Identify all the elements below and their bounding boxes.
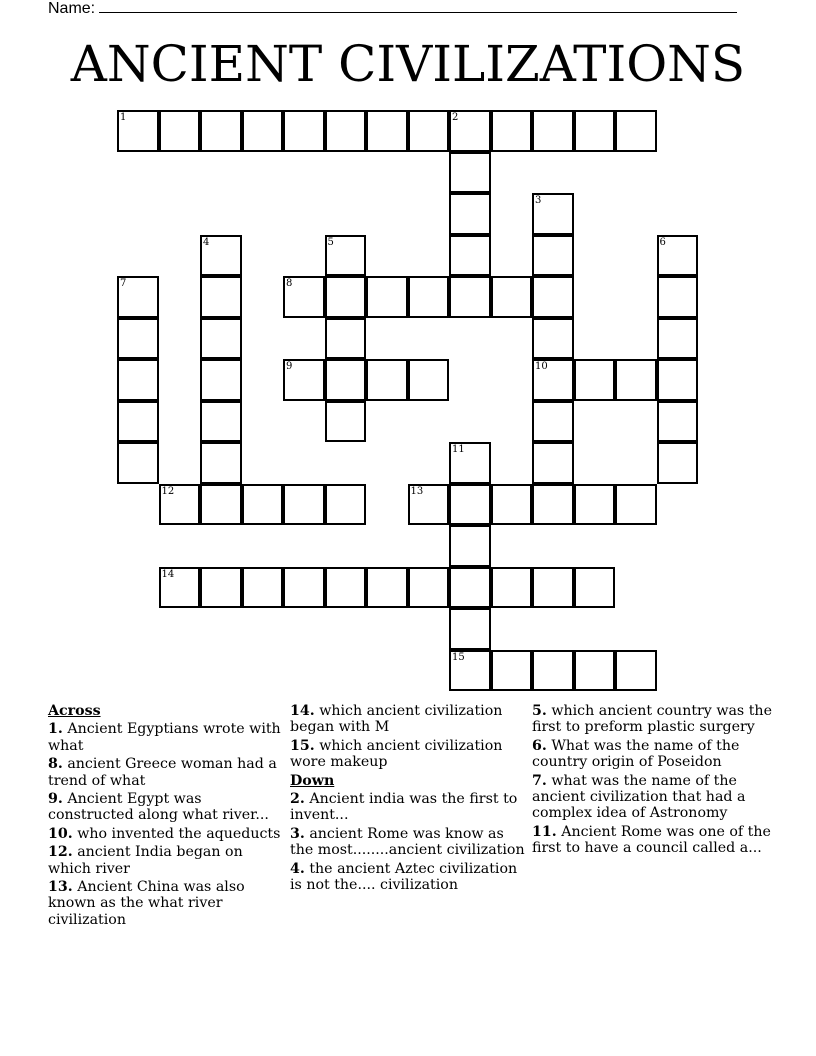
grid-cell[interactable] — [615, 110, 657, 152]
grid-cell[interactable] — [532, 235, 574, 277]
cell-number: 6 — [659, 236, 666, 248]
grid-cell[interactable] — [491, 567, 533, 609]
grid-cell[interactable] — [159, 484, 201, 526]
cell-number: 7 — [120, 278, 127, 289]
grid-cell[interactable] — [449, 276, 491, 318]
grid-cell[interactable] — [491, 110, 533, 152]
crossword-grid — [117, 110, 699, 692]
grid-cell[interactable] — [117, 276, 159, 318]
grid-cell[interactable] — [242, 567, 284, 609]
grid-cell[interactable] — [532, 401, 574, 443]
grid-cell[interactable] — [325, 567, 367, 609]
grid-cell[interactable] — [159, 110, 201, 152]
grid-cell[interactable] — [325, 235, 367, 277]
grid-cell[interactable] — [657, 442, 699, 484]
grid-cell[interactable] — [449, 193, 491, 235]
grid-cell[interactable] — [200, 442, 242, 484]
cell-number: 9 — [286, 361, 293, 372]
grid-cell[interactable] — [408, 276, 450, 318]
grid-cell[interactable] — [574, 650, 616, 692]
clues-column-1 — [48, 703, 284, 930]
grid-cell[interactable] — [408, 567, 450, 609]
grid-cell[interactable] — [657, 318, 699, 360]
grid-cell[interactable] — [532, 650, 574, 692]
grid-cell[interactable] — [532, 359, 574, 401]
grid-cell[interactable] — [615, 359, 657, 401]
cell-number: 12 — [161, 485, 175, 497]
clue-down-2 — [290, 791, 526, 824]
grid-cell[interactable] — [532, 484, 574, 526]
clue-down-4 — [290, 861, 526, 894]
grid-cell[interactable] — [532, 442, 574, 484]
grid-cell[interactable] — [449, 235, 491, 277]
grid-cell[interactable] — [449, 567, 491, 609]
clue-number: 12. — [48, 844, 73, 861]
grid-cell[interactable] — [200, 484, 242, 526]
clue-text: ancient Greece woman had a trend of what — [48, 756, 277, 789]
clue-down-7 — [532, 773, 772, 822]
clue-text: Ancient China was also known as the what river civilization — [48, 879, 245, 928]
clue-number: 15. — [290, 737, 315, 754]
clue-across-13 — [48, 879, 284, 928]
grid-cell[interactable] — [117, 318, 159, 360]
clue-across-8 — [48, 756, 284, 789]
clue-down-6 — [532, 738, 772, 771]
clue-text: Ancient Egypt was constructed along what river... — [48, 791, 269, 824]
grid-cell[interactable] — [449, 442, 491, 484]
cell-number: 13 — [410, 485, 424, 497]
clue-text: who invented the aqueducts — [77, 825, 281, 842]
clue-text: Ancient india was the first to invent... — [290, 791, 518, 824]
grid-cell[interactable] — [657, 359, 699, 401]
grid-cell[interactable] — [574, 110, 616, 152]
clue-number: 13. — [48, 879, 73, 896]
grid-cell[interactable] — [449, 650, 491, 692]
grid-cell[interactable] — [200, 401, 242, 443]
clue-text: which ancient civilization wore makeup — [290, 737, 503, 771]
cell-number: 10 — [535, 361, 548, 372]
grid-cell[interactable] — [325, 276, 367, 318]
grid-cell[interactable] — [366, 276, 408, 318]
grid-cell[interactable] — [491, 650, 533, 692]
clue-number: 9. — [48, 791, 63, 808]
name-field[interactable] — [48, 0, 737, 18]
clue-text: ancient Rome was know as the most........ancient civilization — [290, 825, 525, 859]
clue-across-14 — [290, 703, 526, 736]
cell-number: 15 — [452, 651, 465, 663]
grid-cell[interactable] — [574, 484, 616, 526]
clue-text: ancient India began on which river — [48, 844, 243, 877]
grid-cell[interactable] — [325, 401, 367, 443]
clue-number: 1. — [48, 721, 63, 738]
clue-text: Ancient Rome was one of the first to have a council called a... — [532, 823, 771, 857]
grid-cell[interactable] — [117, 442, 159, 484]
grid-cell[interactable] — [532, 276, 574, 318]
grid-cell[interactable] — [283, 567, 325, 609]
grid-cell[interactable] — [449, 152, 491, 194]
clue-text: which ancient civilization began with M — [290, 703, 503, 736]
grid-cell[interactable] — [200, 567, 242, 609]
grid-cell[interactable] — [657, 235, 699, 277]
grid-cell[interactable] — [366, 567, 408, 609]
grid-cell[interactable] — [366, 359, 408, 401]
grid-cell[interactable] — [366, 110, 408, 152]
clue-number: 2. — [290, 791, 305, 808]
grid-cell[interactable] — [117, 359, 159, 401]
grid-cell[interactable] — [325, 318, 367, 360]
grid-cell[interactable] — [283, 484, 325, 526]
cell-number: 3 — [535, 195, 542, 206]
clue-number: 6. — [532, 737, 547, 754]
grid-cell[interactable] — [408, 359, 450, 401]
grid-cell[interactable] — [325, 484, 367, 526]
clue-number: 4. — [290, 860, 305, 877]
grid-cell[interactable] — [242, 110, 284, 152]
cell-number: 2 — [452, 112, 459, 123]
grid-cell[interactable] — [283, 359, 325, 401]
down-heading: Down — [290, 772, 335, 789]
grid-cell[interactable] — [408, 110, 450, 152]
clue-number: 3. — [290, 825, 305, 842]
grid-cell[interactable] — [200, 318, 242, 360]
cell-number: 14 — [161, 568, 175, 580]
grid-cell[interactable] — [532, 318, 574, 360]
grid-cell[interactable] — [532, 567, 574, 609]
grid-cell[interactable] — [200, 276, 242, 318]
grid-cell[interactable] — [574, 567, 616, 609]
clue-number: 7. — [532, 772, 547, 789]
grid-cell[interactable] — [615, 650, 657, 692]
clue-number: 5. — [532, 703, 547, 719]
grid-cell[interactable] — [449, 608, 491, 650]
clue-down-3 — [290, 826, 526, 859]
cell-number: 4 — [203, 236, 210, 248]
clue-across-1 — [48, 721, 284, 754]
grid-cell[interactable] — [491, 276, 533, 318]
page-title: ANCIENT CIVILIZATIONS — [70, 35, 746, 93]
clue-across-12 — [48, 844, 284, 877]
grid-cell[interactable] — [491, 484, 533, 526]
grid-cell[interactable] — [574, 359, 616, 401]
grid-cell[interactable] — [200, 235, 242, 277]
clue-number: 8. — [48, 756, 63, 773]
name-underline[interactable] — [99, 0, 737, 13]
grid-cell[interactable] — [117, 110, 159, 152]
grid-cell[interactable] — [283, 110, 325, 152]
clue-across-9 — [48, 791, 284, 824]
grid-cell[interactable] — [200, 359, 242, 401]
clue-number: 11. — [532, 823, 557, 840]
cell-number: 8 — [286, 278, 293, 289]
grid-cell[interactable] — [325, 110, 367, 152]
grid-cell[interactable] — [449, 525, 491, 567]
cell-number: 11 — [452, 444, 465, 455]
clue-down-11 — [532, 824, 772, 857]
grid-cell[interactable] — [532, 193, 574, 235]
grid-cell[interactable] — [449, 110, 491, 152]
grid-cell[interactable] — [200, 110, 242, 152]
grid-cell[interactable] — [449, 484, 491, 526]
name-label: Name: — [48, 0, 96, 17]
grid-cell[interactable] — [408, 484, 450, 526]
grid-cell[interactable] — [532, 110, 574, 152]
clue-down-5 — [532, 703, 772, 736]
grid-cell[interactable] — [325, 359, 367, 401]
clue-across-15 — [290, 738, 526, 771]
clue-text: Ancient Egyptians wrote with what — [48, 721, 281, 754]
clue-number: 10. — [48, 825, 73, 842]
clue-text: What was the name of the country origin of Poseidon — [532, 737, 740, 771]
clues-column-2 — [290, 703, 526, 895]
cell-number: 1 — [120, 112, 127, 123]
across-heading: Across — [48, 703, 101, 719]
cell-number: 5 — [327, 236, 334, 248]
grid-cell[interactable] — [117, 401, 159, 443]
clue-number: 14. — [290, 703, 315, 719]
grid-cell[interactable] — [657, 401, 699, 443]
clues-column-3 — [532, 703, 772, 859]
clue-text: which ancient country was the first to preform plastic surgery — [532, 703, 772, 736]
clue-text: the ancient Aztec civilization is not the.... civilization — [290, 860, 518, 894]
clue-across-10 — [48, 826, 284, 842]
grid-cell[interactable] — [615, 484, 657, 526]
grid-cell[interactable] — [242, 484, 284, 526]
clue-text: what was the name of the ancient civilization that had a complex idea of Astronomy — [532, 772, 746, 822]
grid-cell[interactable] — [283, 276, 325, 318]
grid-cell[interactable] — [159, 567, 201, 609]
grid-cell[interactable] — [657, 276, 699, 318]
